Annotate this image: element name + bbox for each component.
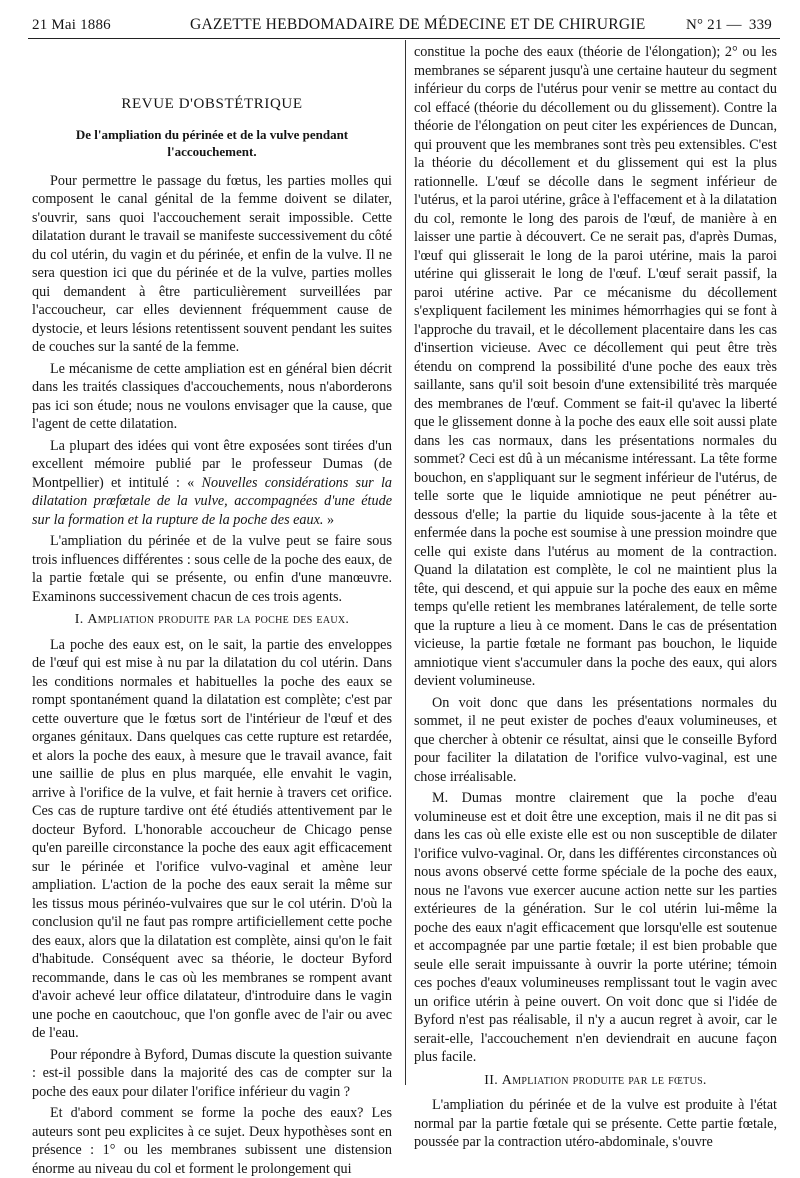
subsection-heading xyxy=(414,1072,777,1091)
subsection-number: I. xyxy=(74,612,88,627)
paragraph: L'ampliation du périnée et de la vulve peut se faire sous trois influences différentes : sous celle de la poche des eaux, de la partie fœtale qui se présente, ou enfin d'une manœuvre. Examinons successivement chacun de ces trois agents. xyxy=(32,533,392,605)
subsection-number: II. xyxy=(484,1072,502,1088)
paragraph: Pour permettre le passage du fœtus, les parties molles qui composent le canal génital de la femme doivent se dilater, s'ouvrir, sans quoi l'accouchement serait impossible. Cette dilatation durant le travail se manifeste successivement du côté du col utérin, du vagin et du périnée, et enfin de la vulve. Il ne sera question ici que du périnée et de la vulve, parties molles qui demandent à être particulièrement surveillées par l'accoucheur, car elles deviennent fréquemment cause de dystocie, et leurs lésions retentissent souvent pendant les suites de couches sur la santé de la femme. xyxy=(32,172,392,355)
right-column xyxy=(414,43,777,1152)
subsection-heading xyxy=(32,611,392,630)
paragraph: Le mécanisme de cette ampliation est en général bien décrit dans les traités classiques d'accouchements, nous n'aborderons pas ici son étude; nous ne voulons envisager que la cause, que l'agent de cette dilatation. xyxy=(32,360,392,432)
paragraph: La poche des eaux est, on le sait, la partie des enveloppes de l'œuf qui est mise à nu par la dilatation du col utérin. Dans les conditions normales et habituelles la poche des eaux se rompt spontanément quand la dilatation est complète; c'est par cette ouverture que le fœtus sort de l'intérieur de l'œuf et des organes génitaux. Dans quelques cas cette rupture est retardée, et alors la poche des eaux, à mesure que le travail avance, fait une saillie de plus en plus marquée, elle envahit le vagin, arrive à l'orifice de la vulve, et fait hernie à travers cet orifice. Ces cas de rupture tardive ont été étudiés attentivement par le docteur Byford. L'honorable accoucheur de Chicago pense qu'en pareille circonstance la poche des eaux agit efficacement sur le périnée et l'orifice vulvo-vaginal et amène leur ampliation. L'action de la poche des eaux serait la même sur les tissus mous périnéo-vulvaires que sur le col utérin. D'où la conclusion qu'il ne faut pas rompre artificiellement cette poche des eaux, alors que la dilatation est complète, ainsi qu'on le fait d'habitude. Conséquent avec sa théorie, le docteur Byford recommande, dans le cas où les membranes se rompent avant d'avoir achevé leur office dilatateur, d'introduire dans le vagin une poche en caoutchouc, que l'on gonfle avec de l'air ou avec de l'eau. xyxy=(32,636,392,1041)
issue-number: N° 21 — xyxy=(686,17,742,33)
paragraph: Pour répondre à Byford, Dumas discute la question suivante : est-il possible dans la majorité des cas de compter sur la poche des eaux pour dilater l'orifice inférieur du vagin ? xyxy=(32,1046,392,1100)
header-rule xyxy=(28,38,780,39)
running-header xyxy=(32,14,780,36)
article-subtitle: De l'ampliation du périnée et de la vulve pendant l'accouchement. xyxy=(75,126,349,159)
journal-title: GAZETTE HEBDOMADAIRE DE MÉDECINE ET DE CHIRURGIE xyxy=(190,16,646,33)
paragraph: M. Dumas montre clairement que la poche d'eau volumineuse est et doit être une exception, mais il ne dit pas si dans les cas où elle existe elle est ou non susceptible de dilater l'orifice vulvo-vaginal. Or, dans les différentes circonstances où nous avons observé cette forme spéciale de la poche des eaux, nous ne l'avons vue exercer aucune action nette sur les parties extérieures de la génération. Sur le col utérin lui-même la poche des eaux n'agit efficacement que lorsqu'elle est soutenue et accompagnée par une partie fœtale; il est bien probable que seule elle serait impuissante à ouvrir la porte utérine; témoin ces poches d'eaux volumineuses remplissant tout le vagin avec un orifice utérin à peine ouvert. On voit donc que si l'idée de Byford n'est pas réalisable, il n'y a aucun regret à avoir, car le serait-elle, l'accouchement n'en deviendrait en aucune façon plus facile. xyxy=(414,790,777,1065)
issue-date: 21 Mai 1886 xyxy=(32,17,111,33)
page-number: 339 xyxy=(748,17,772,33)
memoir-title: Nouvelles considérations sur la dilatation prœfœtale de la vulve, accompagnées d'une étude sur la formation et la rupture de la poche des eaux. xyxy=(32,474,392,528)
column-divider xyxy=(405,40,406,1085)
paragraph: Et d'abord comment se forme la poche des eaux? Les auteurs sont peu explicites à ce sujet. Deux hypothèses sont en présence : 1° ou les membranes subissent une distension énorme au niveau du col et forment le prolongement qui xyxy=(32,1105,392,1177)
subsection-title: Ampliation produite par le fœtus. xyxy=(501,1072,707,1088)
paragraph xyxy=(32,437,392,530)
text-run: La plupart des idées qui vont être exposées sont tirées d'un excellent mémoire publié par le professeur Dumas (de Montpellier) et intitulé : « xyxy=(32,437,392,491)
section-title: REVUE D'OBSTÉTRIQUE xyxy=(121,96,303,112)
paragraph: constitue la poche des eaux (théorie de l'élongation); 2° ou les membranes se séparent jusqu'à une certaine hauteur du segment inférieur du corps de l'utérus pour venir se mettre au contact du col effacé (théorie du décollement ou du glissement). Contre la théorie de l'élongation on peut citer les expériences de Duncan, qui prouvent que les membranes sont très peu extensibles. C'est la théorie du décollement et du glissement qui est la plus rationnelle. L'œuf se décolle dans le segment inférieur de l'utérus, et la paroi utérine, grâce à l'effacement et à la dilatation du col, remonte le long des parois de l'œuf, de manière à en laisser une partie à découvert. Ce ne serait pas, d'après Dumas, l'œuf qui glisserait le long de la paroi utérine, mais la paroi utérine qui glisserait le long de l'œuf. L'œuf serait passif, la paroi utérine active. Par ce mécanisme du décollement s'expliquent facilement les minimes hémorrhagies qui se font à l'approche du travail, et le décollement placentaire dans les cas d'insertion vicieuse. Avec ce décollement qui peut être très étendu on comprend la possibilité d'une poche des eaux très saillante, sans qu'il soit besoin d'une extensibilité très marquée des membranes de l'œuf. Comment se fait-il qu'avec la liberté que le glissement donne à la poche des eaux elle soit aussi plate dans les cas normaux, dans les présentations normales du sommet? Ceci est dû à un mécanisme intéressant. La tête forme bouchon, en s'appliquant sur le segment inférieur de l'utérus, de telle sorte que le liquide amniotique ne peut pénétrer au-dessous d'elle; la partie du liquide sous-jacente à la tête et enfermée dans la poche est soumise à une pression moindre que celle qui existe dans l'utérus au moment de la contraction. Quand la dilatation est complète, le col ne maintient plus la tête, qui descend, et qui appuie sur la poche des eaux en même temps qu'elle retient les membranes latéralement, de telle sorte que la rupture a lieu à ce moment. Dans le cas de présentation vicieuse, la partie fœtale ne formant pas bouchon, le liquide amniotique vient s'accumuler dans la poche des eaux, qui alors devient volumineuse. xyxy=(414,44,777,689)
text-run: » xyxy=(323,511,335,528)
subsection-title: Ampliation produite par la poche des eaux. xyxy=(87,612,350,627)
paragraph: On voit donc que dans les présentations normales du sommet, il ne peut exister de poches d'eaux volumineuses, et que chercher à obtenir ce résultat, ainsi que le conseille Byford pour faciliter la dilatation de l'orifice vulvo-vaginal, est une chose irréalisable. xyxy=(414,694,777,785)
paragraph: L'ampliation du périnée et de la vulve est produite à l'état normal par la partie fœtale qui se présente. Cette partie fœtale, poussée par la contraction utéro-abdominale, s'ouvre xyxy=(414,1097,777,1150)
left-column xyxy=(32,43,392,1178)
